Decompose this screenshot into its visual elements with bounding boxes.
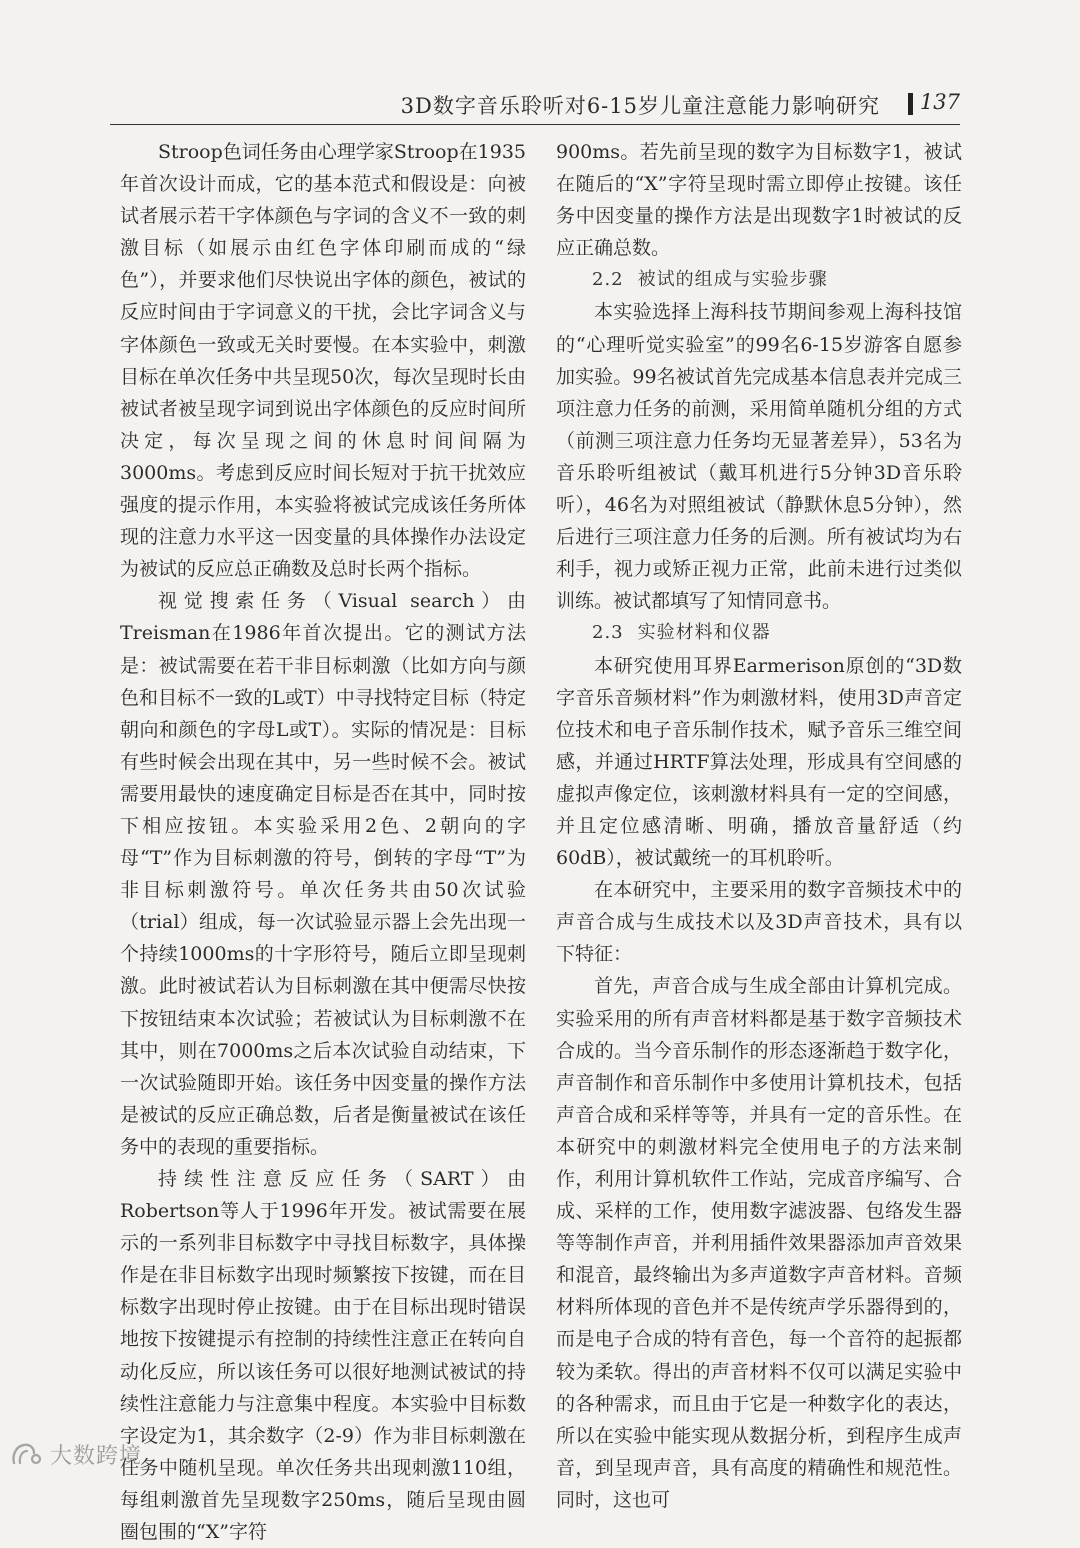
paragraph-sart-continued: 900ms。若先前呈现的数字为目标数字1，被试在随后的“X”字符呈现时需立即停止按键。该任务中因变量的操作方法是出现数字1时被试的反应正确总数。 (556, 141, 962, 260)
header-separator-bar (908, 93, 913, 115)
right-column (556, 136, 962, 1516)
page-number: 137 (919, 90, 960, 114)
section-number: 2.3 (592, 622, 624, 644)
section-number: 2.2 (592, 269, 624, 291)
watermark (10, 1439, 142, 1469)
paragraph-participants: 本实验选择上海科技节期间参观上海科技馆的“心理听觉实验室”的99名6-15岁游客自愿参加实验。99名被试首先完成基本信息表并完成三项注意力任务的前测，采用简单随机分组的方式（前测三项注意力任务均无显著差异），53名为音乐聆听组被试（戴耳机进行5分钟3D音乐聆听），46名为对照组被试（静默休息5分钟），然后进行三项注意力任务的后测。所有被试均为右利手，视力或矫正视力正常，此前未进行过类似训练。被试都填写了知情同意书。 (556, 301, 962, 613)
section-heading-2-2 (556, 264, 962, 296)
section-title: 实验材料和仪器 (637, 622, 771, 644)
paragraph-stroop: Stroop色词任务由心理学家Stroop在1935年首次设计而成，它的基本范式和假设是：向被试者展示若干字体颜色与字词的含义不一致的刺激目标（如展示由红色字体印刷而成的“绿色”），并要求他们尽快说出字体的颜色，被试的反应时间由于字词意义的干扰，会比字词含义与字体颜色一致或无关时要慢。在本实验中，刺激目标在单次任务中共呈现50次，每次呈现时长由被试者被呈现字词到说出字体颜色的反应时间所决定，每次呈现之间的休息时间间隔为3000ms。考虑到反应时间长短对于抗干扰效应强度的提示作用，本实验将被试完成该任务所体现的注意力水平这一因变量的具体操作办法设定为被试的反应总正确数及总时长两个指标。 (120, 141, 526, 581)
running-title: 3D数字音乐聆听对6-15岁儿童注意能力影响研究 (400, 94, 880, 118)
section-title: 被试的组成与实验步骤 (637, 269, 828, 291)
running-header (110, 84, 960, 125)
watermark-logo-icon (10, 1441, 44, 1467)
paragraph-features-intro: 在本研究中，主要采用的数字音频技术中的声音合成与生成技术以及3D声音技术，具有以下特征： (556, 879, 962, 966)
left-column (120, 136, 526, 1548)
watermark-text: 大数跨境 (50, 1443, 143, 1469)
section-heading-2-3 (556, 617, 962, 649)
paragraph-visual-search: 视觉搜索任务（Visual search）由Treisman在1986年首次提出。它的测试方法是：被试需要在若干非目标刺激（比如方向与颜色和目标不一致的L或T）中寻找特定目标（特定朝向和颜色的字母L或T）。实际的情况是：目标有些时候会出现在其中，另一些时候不会。被试需要用最快的速度确定目标是否在其中，同时按下相应按钮。本实验采用2色、2朝向的字母“T”作为目标刺激的符号，倒转的字母“T”为非目标刺激符号。单次任务共由50次试验（trial）组成，每一次试验显示器上会先出现一个持续1000ms的十字形符号，随后立即呈现刺激。此时被试若认为目标刺激在其中便需尽快按下按钮结束本次试验；若被试认为目标刺激不在其中，则在7000ms之后本次试验自动结束，下一次试验随即开始。该任务中因变量的操作方法是被试的反应正确总数，后者是衡量被试在该任务中的表现的重要指标。 (120, 590, 526, 1158)
paragraph-sart: 持续性注意反应任务（SART）由Robertson等人于1996年开发。被试需要在展示的一系列非目标数字中寻找目标数字，具体操作是在非目标数字出现时频繁按下按键，而在目标数字出现时停止按键。由于在目标出现时错误地按下按键提示有控制的持续性注意正在转向自动化反应，所以该任务可以很好地测试被试的持续性注意能力与注意集中程度。本实验中目标数字设定为1，其余数字（2-9）作为非目标刺激在任务中随机呈现。单次任务共出现刺激110组，每组刺激首先呈现数字250ms，随后呈现由圆圈包围的“X”字符 (120, 1168, 526, 1544)
paragraph-synthesis: 首先，声音合成与生成全部由计算机完成。实验采用的所有声音材料都是基于数字音频技术合成的。当今音乐制作的形态逐渐趋于数字化，声音制作和音乐制作中多使用计算机技术，包括声音合成和采样等等，并具有一定的音乐性。在本研究中的刺激材料完全使用电子的方法来制作，利用计算机软件工作站，完成音序编写、合成、采样的工作，使用数字滤波器、包络发生器等等制作声音，并利用插件效果器添加声音效果和混音，最终输出为多声道数字声音材料。音频材料所体现的音色并不是传统声学乐器得到的，而是电子合成的特有音色，每一个音符的起振都较为柔软。得出的声音材料不仅可以满足实验中的各种需求，而且由于它是一种数字化的表达，所以在实验中能实现从数据分析，到程序生成声音，到呈现声音，具有高度的精确性和规范性。同时，这也可 (556, 975, 962, 1511)
paragraph-materials: 本研究使用耳界Earmerison原创的“3D数字音乐音频材料”作为刺激材料，使用3D声音定位技术和电子音乐制作技术，赋予音乐三维空间感，并通过HRTF算法处理，形成具有空间感的虚拟声像定位，该刺激材料具有一定的空间感，并且定位感清晰、明确，播放音量舒适（约60dB），被试戴统一的耳机聆听。 (556, 654, 962, 870)
